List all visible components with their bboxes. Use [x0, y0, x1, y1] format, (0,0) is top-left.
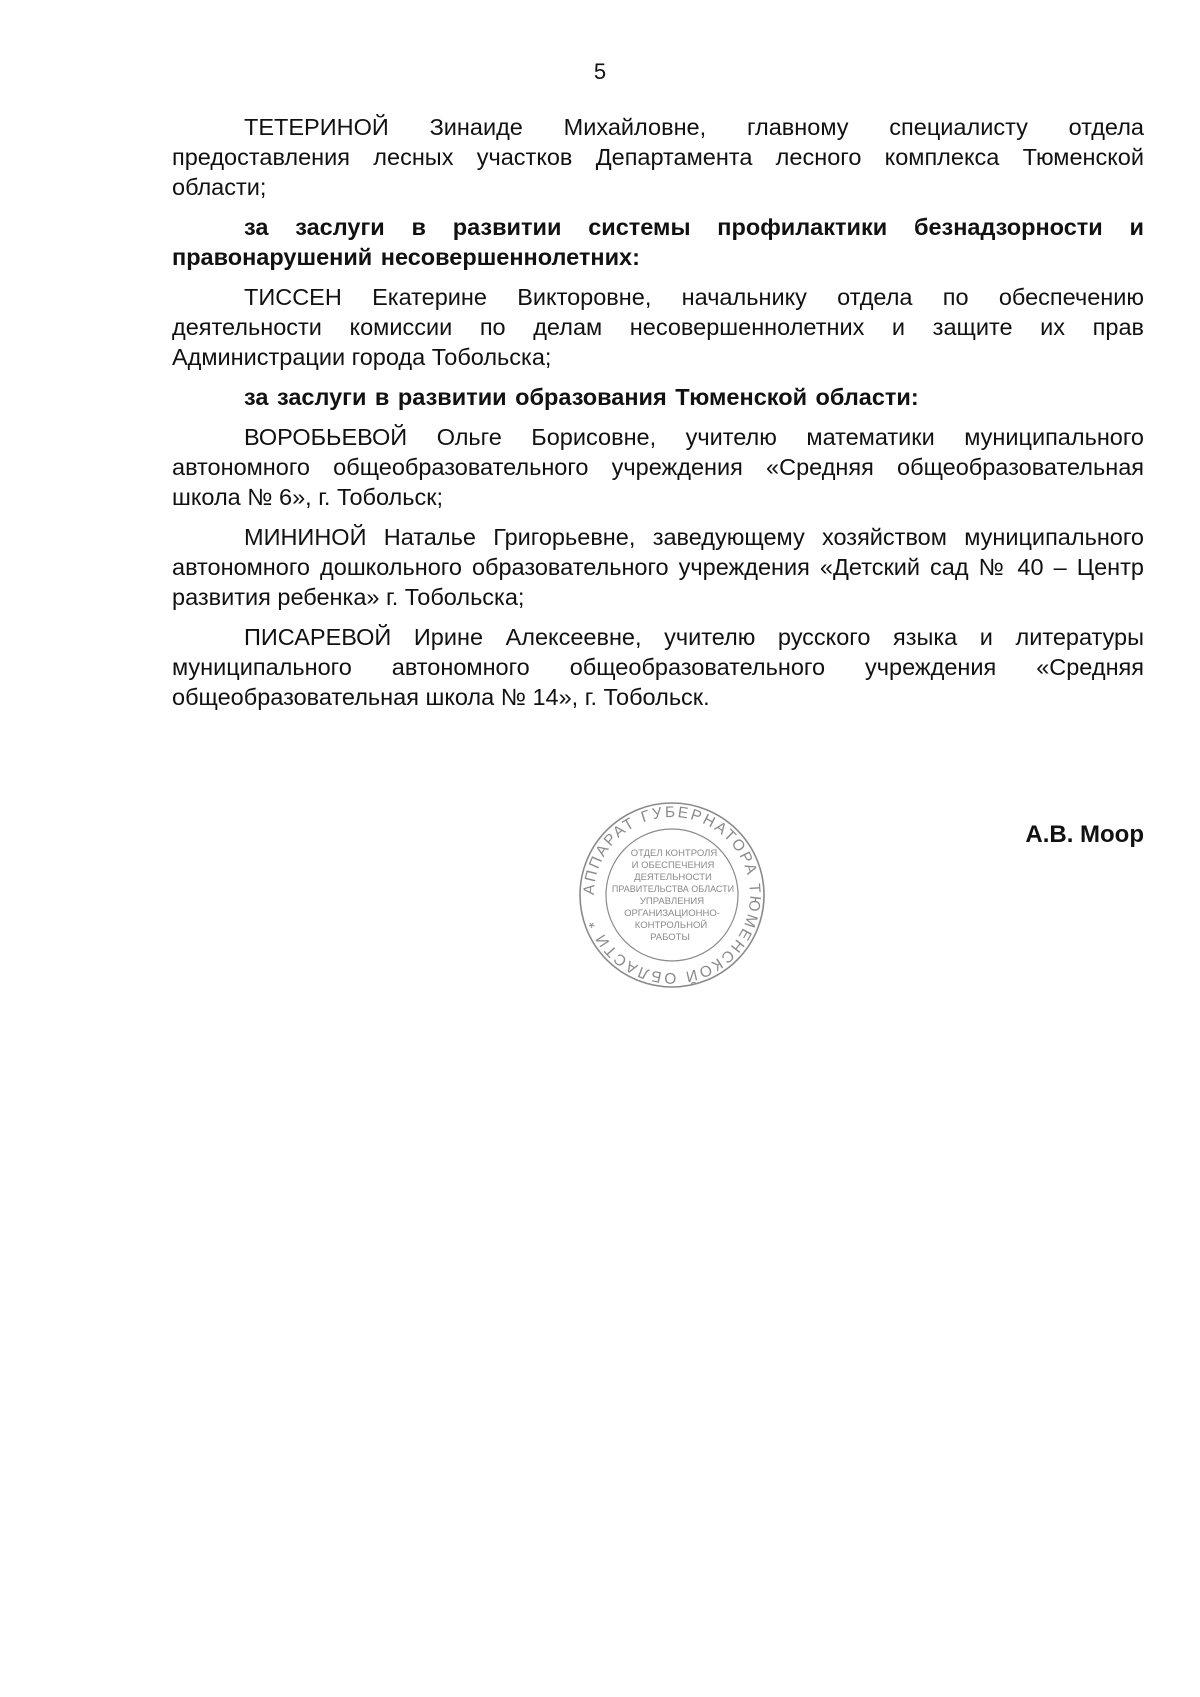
stamp-center-line: КОНТРОЛЬНОЙ — [634, 920, 708, 931]
paragraph-tissen: ТИССЕН Екатерине Викторовне, начальнику отдела по обеспечению деятельности комиссии по делам несовершеннолетних и защите их прав Администрации города Тобольска; — [172, 284, 1144, 370]
stamp-center-line: ПРАВИТЕЛЬСТВА ОБЛАСТИ — [611, 884, 735, 894]
page-number: 5 — [593, 59, 607, 84]
stamp-center-line: УПРАВЛЕНИЯ — [639, 896, 705, 907]
signature-name: А.В. Моор — [1025, 821, 1144, 848]
stamp-center-line: ДЕЯТЕЛЬНОСТИ — [634, 872, 712, 883]
document-body — [172, 112, 1144, 722]
paragraph-vorobyeva: ВОРОБЬЕВОЙ Ольге Борисовне, учителю математики муниципального автономного общеобразовательного учреждения «Средняя общеобразовательная школа № 6», г. Тобольск; — [172, 424, 1144, 510]
stamp-center-line: ОТДЕЛ КОНТРОЛЯ — [630, 848, 718, 859]
section-heading-prevention: за заслуги в развитии системы профилактики безнадзорности и правонарушений несовершеннолетних: — [172, 214, 1144, 270]
stamp-center-line: РАБОТЫ — [650, 932, 690, 943]
official-stamp — [577, 800, 767, 990]
stamp-seal-icon — [577, 800, 767, 990]
paragraph-teterina: ТЕТЕРИНОЙ Зинаиде Михайловне, главному специалисту отдела предоставления лесных участков Департамента лесного комплекса Тюменской области; — [172, 114, 1144, 200]
paragraph-minina: МИНИНОЙ Наталье Григорьевне, заведующему хозяйством муниципального автономного дошкольного образовательного учреждения «Детский сад № 40 – Центр развития ребенка» г. Тобольска; — [172, 524, 1144, 610]
section-heading-education: за заслуги в развитии образования Тюменской области: — [244, 384, 919, 410]
stamp-center-line: ОРГАНИЗАЦИОННО- — [624, 908, 720, 919]
stamp-ring-text: АППАРАТ ГУБЕРНАТОРА ТЮМЕНСКОЙ ОБЛАСТИ * — [580, 803, 764, 987]
stamp-center-line: И ОБЕСПЕЧЕНИЯ — [631, 860, 715, 871]
paragraph-pisareva: ПИСАРЕВОЙ Ирине Алексеевне, учителю русского языка и литературы муниципального автономного общеобразовательного учреждения «Средняя общеобразовательная школа № 14», г. Тобольск. — [172, 624, 1144, 710]
